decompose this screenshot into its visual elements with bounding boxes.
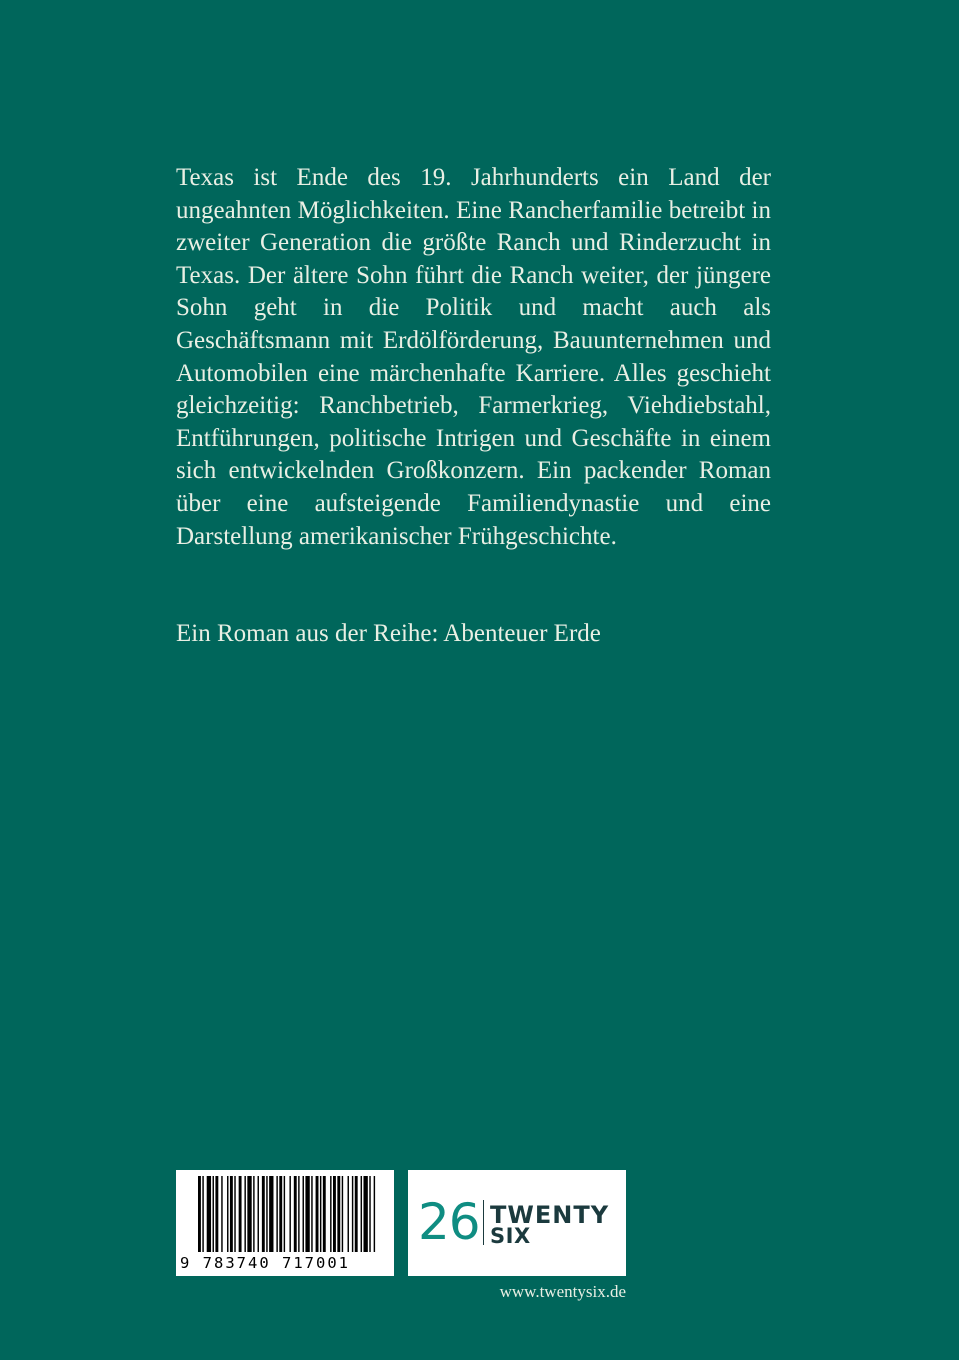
barcode-bar xyxy=(215,1176,218,1252)
barcode-bar xyxy=(342,1176,343,1252)
logo-word-twenty: TWENTY xyxy=(490,1201,610,1229)
barcode-bar xyxy=(269,1176,273,1252)
barcode-bars xyxy=(198,1176,378,1252)
barcode-bar xyxy=(303,1176,304,1252)
barcode-bar xyxy=(258,1176,259,1252)
barcode-bar xyxy=(352,1176,353,1252)
barcode-bar xyxy=(337,1176,340,1252)
barcode-bar xyxy=(311,1176,312,1252)
series-line: Ein Roman aus der Reihe: Abenteuer Erde xyxy=(176,620,601,647)
barcode-bar xyxy=(294,1176,297,1252)
barcode-bar xyxy=(266,1176,267,1252)
isbn-barcode xyxy=(176,1170,394,1276)
barcode-bar xyxy=(284,1176,285,1252)
barcode-bar xyxy=(227,1176,228,1252)
barcode-bar xyxy=(316,1176,319,1252)
barcode-bar xyxy=(289,1176,290,1252)
barcode-bar xyxy=(234,1176,235,1252)
barcode-bar xyxy=(323,1176,326,1252)
barcode-bar xyxy=(361,1176,362,1252)
publisher-website: www.twentysix.de xyxy=(499,1282,626,1301)
barcode-bar xyxy=(305,1176,309,1252)
publisher-logo xyxy=(408,1170,626,1276)
barcode-bar xyxy=(298,1176,299,1252)
barcode-bar xyxy=(213,1176,214,1252)
barcode-bar xyxy=(369,1176,370,1252)
barcode-bar xyxy=(239,1176,242,1252)
barcode-bar xyxy=(320,1176,321,1252)
barcode-number: 9 783740 717001 xyxy=(180,1254,350,1272)
logo-word-six: SIX xyxy=(490,1224,531,1248)
logo-number: 26 xyxy=(418,1193,480,1251)
barcode-bar xyxy=(276,1176,277,1252)
barcode-bar xyxy=(202,1176,203,1252)
barcode-bar xyxy=(230,1176,233,1252)
barcode-bar xyxy=(262,1176,265,1252)
barcode-bar xyxy=(253,1176,254,1252)
barcode-bar xyxy=(348,1176,349,1252)
barcode-bar xyxy=(363,1176,367,1252)
barcode-bar xyxy=(333,1176,336,1252)
barcode-bar xyxy=(207,1176,211,1252)
barcode-bar xyxy=(198,1176,201,1252)
barcode-bar xyxy=(355,1176,358,1252)
barcode-bar xyxy=(221,1176,222,1252)
barcode-bar xyxy=(244,1176,245,1252)
barcode-bar xyxy=(247,1176,251,1252)
barcode-bar xyxy=(330,1176,331,1252)
barcode-bar xyxy=(279,1176,282,1252)
barcode-bar xyxy=(374,1176,375,1252)
logo-divider xyxy=(483,1200,484,1245)
blurb-text: Texas ist Ende des 19. Jahrhunderts ein Land der ungeahnten Möglichkeiten. Eine Rancherfamilie betreibt in zweiter Generation die größte Ranch und Rinderzucht in Texas. Der ältere Sohn führt die Ranch weiter, der jüngere Sohn geht in die Politik und macht auch als Geschäftsmann mit Erdölförderung, Bauunternehmen und Automobilen eine märchenhafte Karriere. Alles geschieht gleichzeitig: Ranchbetrieb, Farmerkrieg, Viehdiebstahl, Entführungen, politische Intrigen und Geschäfte in einem sich entwickelnden Großkonzern. Ein packender Roman über eine aufsteigende Familiendynastie und eine Darstellung amerikanischer Frühgeschichte. xyxy=(176,164,771,550)
